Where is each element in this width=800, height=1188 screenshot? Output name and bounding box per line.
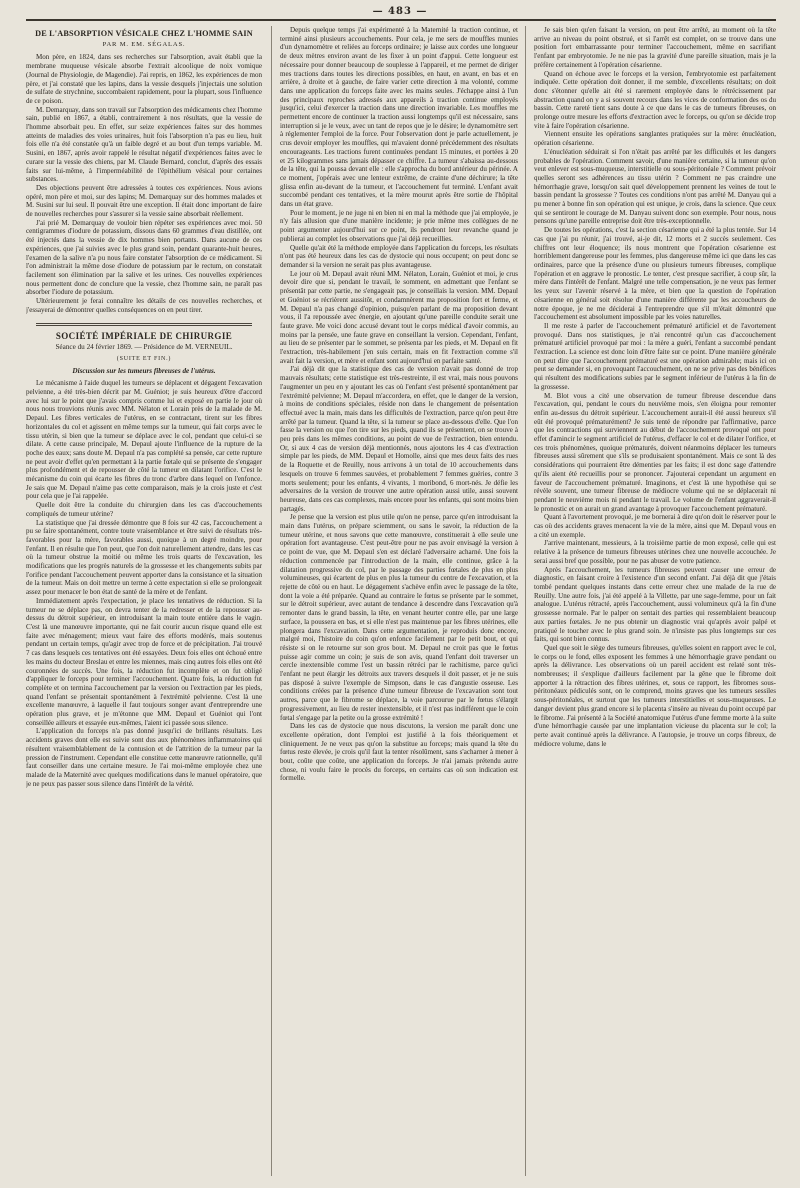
column-divider — [271, 26, 272, 1176]
section-separator — [36, 323, 252, 326]
society-paragraph: Depuis quelque temps j'ai expérimenté à la Maternité la traction continue, et terminé ainsi plusieurs accouchements. Pour cela, je me sers de mouffles munies d'un dynamomètre et reliées au forceps ordinaire; je laisse aux cordes une longueur de deux mètres environ avant de les fixer à un point d'appui. Cette longueur est nécessaire pour donner beaucoup de souplesse à l'appareil, et me permet de diriger mes tractions dans toutes les directions possibles, en haut, en avant, en bas et en arrière, à droite et à gauche, de faire varier cette direction à ma volonté, comme dans une application du forceps faite avec les mains seules. J'échappe ainsi à l'un des principaux reproches adressés aux appareils à traction continue employés jusqu'ici, celui d'exercer la traction dans une direction invariable. Les mouffles me permettent encore de continuer la traction aussi longtemps qu'il est nécessaire, sans interruption si je le veux, avec un tant de repos que je le désire; le dynamomètre sert à réglementer l'emploi de la force. Pour l'observation dont je parle actuellement, je crus devoir employer les mouffles, qui m'avaient donné précédemment des résultats encourageants. Les tractions furent continuées pendant 15 minutes, et portées à 20 et 25 kilogrammes sans jamais dépasser ce chiffre. La tumeur s'abaissa au-dessous de la tête, qui la poussa devant elle : elle s'approcha du bord antérieur du périnée. A ce moment, j'opérais avec une lenteur extrême, de crainte d'une déchirure; la tête glissa enfin au-devant de la tumeur, et l'accouchement fut terminé. L'enfant avait succombé pendant ces tentatives, et la mère mourut après être sortie de l'hôpital dans un état grave. — [280, 26, 518, 209]
society-paragraph: Quant à l'avortement provoqué, je me bornerai à dire qu'on doit le réserver pour le cas où des accidents graves menacent la vie de la mère, ainsi que M. Depaul vous en a cité un exemple. — [534, 513, 776, 539]
society-paragraph: M. Blot vous a cité une observation de tumeur fibreuse descendue dans l'excavation, qui, pendant le cours du neuvième mois, s'en éloigna pour remonter enfin au-dessus du détroit supérieur. L'accouchement aurait-il été aussi heureux s'il eût été provoqué prématurément? Je suis tenté de répondre par l'affirmative, parce que les contractions qui surviennent au début de l'accouchement provoqué ont pour effet d'amincir le segment artificiel de l'utérus, d'effacer le col et de dilater l'orifice, et ces trois phénomènes, quoique prématurés, doivent néanmoins déplacer les tumeurs fibreuses aussi sûrement que s'ils se produisaient spontanément. Mais ce sont là des considérations qui pourraient être démenties par les faits; il est donc sage d'attendre qu'ils aient été recueillis pour se prononcer. J'ajouterai cependant un argument en faveur de l'accouchement prématuré. Imaginons, et c'est là une hypothèse qui se révèle souvent, une tumeur fibreuse de médiocre volume qui ne se déplacerait ni pendant le neuvième mois ni pendant le travail. Le volume de l'enfant aggraverait-il le pronostic et on aurait un grand avantage à provoquer l'accouchement prématuré. — [534, 391, 776, 513]
column-1 — [26, 26, 262, 1176]
society-paragraph: La statistique que j'ai dressée démontre que 8 fois sur 42 cas, l'accouchement a pu se faire spontanément, contre toute vraisemblance et être suivi de résultats très-favorables pour la mère, favorables aussi, quoique à un degré moindre, pour l'enfant. Il en résulte que l'on peut, que l'on doit naturellement attendre, dans les cas où la tumeur obstrue la moitié ou même les trois quarts de l'excavation, les modifications que les progrès naturels de la grossesse et les changements subits par l'orifice pendant l'accouchement peuvent apporter dans la consistance et la situation de la tumeur. Mais on doit mettre un terme à cette expectation si elle se prolongeait assez pour menacer le bon état de santé de la mère et de l'enfant. — [26, 518, 262, 597]
column-3 — [534, 26, 776, 1176]
article-paragraph: Mon père, en 1824, dans ses recherches sur l'absorption, avait établi que la membrane muqueuse vésicale absorbe l'extrait alcoolique de noix vomique (Journal de Physiologie, de Magendie). J'ai repris, en 1862, les expériences de mon père, et j'ai constaté que les lapins, dans la vessie desquels j'injectais une solution de sulfate de strychnine, succombaient rapidement, pour la plupart, sous l'influence de ce poison. — [26, 53, 262, 105]
column-divider — [525, 26, 526, 1176]
society-paragraph: De toutes les opérations, c'est la section césarienne qui a été la plus tentée. Sur 14 cas que j'ai pu réunir, j'ai trouvé, ai-je dit, 12 morts et 2 succès seulement. Ces chiffres ont leur éloquence; ils nous montrent que l'opération césarienne est horriblement dangereuse pour les femmes, plus dangereuse même ici que dans les cas ordinaires, parce que la présence d'une ou plusieurs tumeurs fibreuses, complique l'opération et en aggrave le pronostic. Le tenter, c'est presque sacrifier, à coup sûr, la mère dans l'intérêt de l'enfant. Malgré une telle compensation, je ne veux pas fermer les yeux sur l'avenir réservé à la mère, et bien que la question de l'opération césarienne en général soit résolue d'une manière différente par les accoucheurs de notre époque, je ne me déciderai à l'entreprendre que s'il m'était démontré que l'accouchement est absolument impossible par les voies naturelles. — [534, 226, 776, 322]
article-paragraph: J'ai prié M. Demarquay de vouloir bien répéter ses expériences avec moi. 50 centigrammes d'iodure de potassium, dissous dans 60 grammes d'eau distillée, ont été injectés dans la vessie de dix hommes bien portants. Dans aucune de ces expériences, que j'ai suivies avec le plus grand soin, pendant quarante-huit heures, l'examen de la salive n'a pu nous faire constater l'absorption de ce médicament. Si l'on administrait la même dose d'iodure de potassium par le rectum, on constatait facilement son élimination par la salive et les urines. Ces nouvelles expériences nous permettent donc de conclure que la vessie, chez l'homme sain, ne paraît pas absorber l'iodure de potassium. — [26, 218, 262, 297]
article-byline: PAR M. EM. SÉGALAS. — [102, 40, 186, 48]
society-paragraph: Viennent ensuite les opérations sanglantes pratiquées sur la mère: énucléation, opération césarienne. — [534, 130, 776, 148]
society-paragraph: Le mécanisme à l'aide duquel les tumeurs se déplacent et dégagent l'excavation pelvienne, a été très-bien décrit par M. Guéniot; je suis heureux d'être d'accord avec lui sur le point que j'avais compris comme lui et exposé en partie le jour où nous nous trouvions réunis avec MM. Nélaton et Lorain près de la malade de M. Depaul. Les fibres verticales de l'utérus, en se contractant, tirent sur les fibres horizontales du col et agissent en même temps sur la tumeur, qui fait corps avec le tissu utérin, si bien que la tumeur se déplace avec le col, pendant que celui-ci se dilate. A cette cause principale, M. Depaul ajoute l'influence de la rupture de la poche des eaux; sans doute M. Depaul n'a pas complété sa pensée, car cette rupture ne peut avoir d'effet qu'en permettant à la partie fœtale qui se présente de s'engager plus profondément et de repousser de côté la tumeur en dilatant l'orifice. C'est le mécanisme du coin qui écarte les fibres du tronc d'arbre dans lequel on l'enfonce. Je sais que M. Depaul n'aime pas cette comparaison, mais je la crois juste et c'est pour cela que je l'ai rappelée. — [26, 379, 262, 501]
header-rule — [26, 19, 776, 21]
society-paragraph: Je sais bien qu'en faisant la version, on peut être arrêté, au moment où la tête arrive au niveau du point obstrué, et si l'arrêt est complet, on se trouve dans une position fort embarrassante pour terminer l'accouchement, même en sacrifiant l'enfant par embryotomie. Je ne nie pas la gravité d'une pareille situation, mais je la préfère certainement à l'opération césarienne. — [534, 26, 776, 69]
society-paragraph: Quand on échoue avec le forceps et la version, l'embryotomie est parfaitement indiquée. Cette opération doit donner, il me semble, d'excellents résultats; on doit donc s'étonner qu'elle ait été si rarement employée dans le rétrécissement par abstraction quand on y a si souvent recours dans les vices de conformation des os du bassin. Cette rareté tient sans doute à ce que dans le cas de tumeurs fibreuses, on prolonge outre mesure les efforts d'extraction avec le forceps, ou qu'on se décide trop vite à faire l'opération césarienne. — [534, 69, 776, 130]
society-title: SOCIÉTÉ IMPÉRIALE DE CHIRURGIE — [55, 330, 233, 341]
article-paragraph: M. Demarquay, dans son travail sur l'absorption des médicaments chez l'homme sain, publié en 1867, a établi, contrairement à nos résultats, que la vessie de l'homme absorbait peu. En effet, sur seize expériences faites sur des hommes atteints de maladies des voies urinaires, huit fois l'absorption n'a pas eu lieu, huit fois elle n'a été constatée qu'à un faible degré et au bout d'un temps variable. M. Susini, en 1867, après avoir rappelé le résultat négatif d'expériences faites avec le curare sur la vessie des chiens, par M. Claude Bernard, conclut, d'après des essais faits sur lui-même, à l'imperméabilité de l'épithélium vésical pour certaines substances. — [26, 105, 262, 184]
text-columns — [26, 26, 776, 1176]
article-paragraph: Des objections peuvent être adressées à toutes ces expériences. Nous avions opéré, mon père et moi, sur des lapins; M. Demarquay sur des hommes malades et M. Susini sur lui seul. Il pouvait être une exception. Il était donc important de faire de nouvelles recherches pour s'assurer si la vessie saine absorbait réellement. — [26, 183, 262, 219]
society-paragraph: Dans les cas de dystocie que nous discutons, la version me paraît donc une excellente opération, dont l'emploi est justifié à la fois théoriquement et cliniquement. Je ne veux pas qu'on la substitue au forceps; mais quand la tête du fœtus reste élevée, je crois qu'il faut la tenter résolûment, sans s'acharner à mener à bout, coûte que coûte, une application du forceps. Je n'ai jamais prétendu autre chose, ni voulu faire le procès du forceps, en certains cas où son indication est formelle. — [280, 722, 518, 783]
society-paragraph: Il me reste à parler de l'accouchement prématuré artificiel et de l'avortement provoqué. Dans nos statistiques, je n'ai rencontré qu'un cas d'accouchement prématuré artificiel provoqué par moi : la mère a guéri, l'enfant a succombé pendant l'extraction. La science est donc loin d'être faite sur ce point. D'une manière générale on peut dire que l'accouchement prématuré est une opération admirable; mais ici on peut se demander si, en provoquant l'accouchement, on ne se prive pas des bénéfices qui résultent des modifications subies par le segment inférieur de l'utérus à la fin de la grossesse. — [534, 321, 776, 391]
society-paragraph: Quel que soit le siège des tumeurs fibreuses, qu'elles soient en rapport avec le col, le corps ou le fond, elles exposent les femmes à une hémorrhagie grave pendant ou après la délivrance. Les observations où un pareil accident est relaté sont très-nombreuses; il s'explique d'ailleurs facilement par la gêne que le fibrome doit apporter à la rétraction des fibres utérines, et, sous ce rapport, les fibromes sous-péritonéaux pédiculés sont, on le comprend, moins graves que les tumeurs sessiles sous-péritonéales, et surtout que les tumeurs interstitielles et sous-muqueuses. Le danger devient plus grand encore si le placenta s'insère au niveau du point occupé par le fibrome. J'ai présenté à la Société anatomique l'utérus d'une femme morte à la suite d'une hémorrhagie causée par une implantation vicieuse du placenta sur le col; la perte avait continué après la délivrance. A l'autopsie, je trouve un corps fibreux, de médiocre volume, dans le — [534, 643, 776, 748]
society-paragraph: J'arrive maintenant, messieurs, à la troisième partie de mon exposé, celle qui est relative à la présence de tumeurs fibreuses utérines chez une nouvelle accouchée. Je serai aussi bref que possible, pour ne pas abuser de votre patience. — [534, 539, 776, 565]
society-paragraph: Quelle doit être la conduite du chirurgien dans les cas d'accouchements compliqués de tumeur utérine? — [26, 501, 262, 518]
society-paragraph: J'ai déjà dit que la statistique des cas de version n'avait pas donné de trop mauvais résultats; cette statistique est très-restreinte, il est vrai, mais nous pouvons l'augmenter un peu en y ajoutant les cas où l'enfant s'est présenté spontanément par l'extrémité pelvienne; M. Depaul m'accordera, en effet, que le danger de la version, à moins de conditions spéciales, réside non dans le changement de présentation effectué avec la main, mais dans les difficultés de l'extraction, parce qu'on peut être arrêté par la tumeur. Quand la tête, si la tumeur se place au-dessous d'elle. Que l'on fasse la version ou que l'on tire sur les pieds, quand ils se présentent, on se trouve à peu près dans les mêmes conditions, au point de vue de l'extraction, bien entendu. Or, si aux 4 cas de version déjà mentionnés, nous ajoutons les 4 cas d'extraction simple par les pieds, de MM. Depaul et Homolle, ainsi que mes deux faits des rues de la Roquette et de Reuilly, nous arrivons à un total de 10 accouchements dans lesquels on trouve 6 femmes sauvées, et probablement 7 femmes guéries, contre 3 morts seulement; pour les enfants, 4 vivants, 1 moribond, 6 mort-nés. Je défie les adversaires de la version de trouver une autre opération aussi utile, aussi souvent heureuse, dans ces cas complexes, mais encore pour les enfants, qui sont moins bien partagés. — [280, 365, 518, 513]
society-paragraph: L'énucléation séduirait si l'on n'était pas arrêté par les difficultés et les dangers probables de l'opération. Comment savoir, d'une manière certaine, si la tumeur qu'on veut enlever est sous-muqueuse, interstitielle ou sous-péritonéale ? Comment prévoir quelles seront ses adhérences au tissu utérin ? Comment ne pas craindre une hémorrhagie grave, lorsqu'on sait quel développement prennent les veines de tout le bassin pendant la grossesse ? Toutes ces conditions n'ont pas arrêté M. Danyau qui a pu mener à bonne fin son opération qui est unique, je crois, dans la science. Que ceux qui se sentiront le courage de M. Danyau suivent donc son exemple. Pour nous, nous pensons qu'une pareille entreprise doit être très-exceptionnelle. — [534, 147, 776, 226]
article-paragraph: Ultérieurement je ferai connaître les détails de ces nouvelles recherches, et j'essayerai de démontrer quelles conséquences on en peut tirer. — [26, 297, 262, 314]
society-paragraph: Immédiatement après l'expectation, je place les tentatives de réduction. Si la tumeur ne se déplace pas, on devra tenter de la redresser et de la repousser au-dessus du détroit supérieur, en introduisant la main toute entière dans le vagin. C'est là une manœuvre importante, qui ne fait courir aucun risque quand elle est faite avec ménagement; mieux vaut faire des efforts modérés, mais soutenus pendant un certain temps, qu'agir avec trop de force et de précipitation. J'ai trouvé 7 cas dans lesquels ces tentatives ont été essayées. Deux fois elles ont échoué entre les mains du docteur Breslau et entre les miennes, mais cinq autres fois elles ont été couronnées de succès. Une fois, la réduction fut incomplète et on fut obligé d'appliquer le forceps pour terminer l'accouchement. Quatre fois, la réduction fut complète et on termina l'accouchement par la version ou l'extraction par les pieds, quand l'enfant se présentait spontanément à l'extrémité pelvienne. C'est là une excellente manœuvre, à laquelle il faut toujours songer avant d'entreprendre une opération plus grave, et je m'étonne que MM. Depaul et Guéniot qui l'ont conseillée ailleurs et essayée eux-mêmes, l'aient ici passée sous silence. — [26, 596, 262, 727]
column-2 — [280, 26, 518, 1176]
discussion-heading: Discussion sur les tumeurs fibreuses de l'utérus. — [72, 366, 216, 375]
page-number: — 483 — — [372, 6, 428, 17]
society-paragraph: L'application du forceps n'a pas donné jusqu'ici de brillants résultats. Les accidents graves dont elle est suivie sont dus aux phénomènes inflammatoires qui résultent vraisemblablement de la contusion et de l'attrition de la tumeur par la pression de l'instrument. Cependant elle constitue cette manœuvre rationnelle, qu'il faut conseiller dans une certaine mesure. Je l'ai moi-même employée chez une malade de la Maternité avec quelques modifications dans le manuel opératoire, que je ne peux pas passer sous silence dans l'intérêt de la vérité. — [26, 727, 262, 788]
society-paragraph: Quelle qu'ait été la méthode employée dans l'application du forceps, les résultats n'ont pas été heureux dans les cas de dystocie qui nous occupent; on peut donc se demander si la version ne serait pas plus avantageuse. — [280, 243, 518, 269]
article-title: DE L'ABSORPTION VÉSICALE CHEZ L'HOMME SAIN — [35, 29, 253, 38]
society-paragraph: Pour le moment, je ne juge ni en bien ni en mal la méthode que j'ai employée, je n'y fais allusion que d'une manière incidente; je prie même mes collègues de ne point argumenter aujourd'hui sur ce point, ils pendront leur revanche quand je publierai au complet les observations que j'ai déjà recueillies. — [280, 208, 518, 243]
seance-line: Séance du 24 février 1869. — Présidence de M. VERNEUIL. — [55, 343, 233, 352]
society-paragraph: Le jour où M. Depaul avait réuni MM. Nélaton, Lorain, Guéniot et moi, je crus devoir dire que si, pendant le travail, le somment, en admettant que l'enfant se présentât par cette partie, ne s'engageait pas, je conseillais la version. MM. Depaul et Guéniot se récrièrent aussitôt, et condamnèrent ma proposition fort et ferme, et M. Depaul n'a pas changé d'opinion, puisqu'en parlant de ma proposition devant vous, il l'a repoussée avec énergie, en ajoutant qu'une pareille conduite serait une faute grave. Me voici donc accusé devant tout le corps médical d'avoir commis, au moins par la pensée, une faute grave en conseillant la version. Cependant, l'enfant, au lieu de se présenter par le sommet, se présenta par les pieds, et M. Depaul en fit l'extraction, très-habilement j'en suis certain, mais en fit l'extraction comme s'il avait fait la version, et mère et enfant sont aujourd'hui en parfaite santé. — [280, 269, 518, 365]
society-paragraph: Après l'accouchement, les tumeurs fibreuses peuvent causer une erreur de diagnostic, en faisant croire à l'existence d'un second enfant. J'ai déjà dit que j'étais tombé pendant quelques instants dans cette erreur chez une malade de la rue de Reuilly. Une autre fois, j'ai été appelé à la Villette, par une sage-femme, pour un fait analogue. L'utérus rétracté, après l'accouchement, aussi volumineux qu'à la fin d'une grossesse normale. Par le palper on sentait des parties qui ressemblaient beaucoup aux parties fœtales. Je ne pus obtenir un diagnostic vrai qu'après avoir palpé et pratiqué le toucher avec le plus grand soin. Je n'insiste pas plus longtemps sur ces faits, qui sont bien connus. — [534, 565, 776, 644]
society-paragraph: Je pense que la version est plus utile qu'on ne pense, parce qu'en introduisant la main dans l'utérus, on prépare sciemment, ou sans le savoir, la réduction de la tumeur utérine, et nous savons que cette manœuvre, constituerait à elle seule une opération fort avantageuse. C'est peut-être pour ne pas avoir envisagé la version à ce point de vue, que M. Depaul s'en est déclaré l'adversaire acharné. Une fois la réduction commencée par l'introduction de la main, elle continue, grâce à la dilatation progressive du col, par le passage des parties fœtales de plus en plus volumineuses, qui écartent de plus en plus la tumeur du centre de l'excavation, et la rejette de côté ou en haut. Le dégagement s'achève enfin avec le passage de la tête, dont la voie a été préparée. Quand au contraire le fœtus se présente par le sommet, sur le détroit supérieur, avec autant de tendance à descendre dans l'excavation qu'à remonter dans le grand bassin, la tête, en venant heurter contre elle, par une large surface, la poussera en bas, et si elle n'est pas maintenue par les fibres utérines, elle plongera dans l'excavation. Dans cette argumentation, je reproduis donc encore, malgré moi, l'histoire du coin qu'on enfonce facilement par le petit bout, et qui résiste si on le retourne sur son gros bout. M. Depaul ne croit pas que le fœtus puisse agir comme un coin; je suis de son avis, quand l'enfant doit traverser un cercle inextensible comme l'est un bassin rétréci par le rachitisme, parce qu'ici l'enfant ne peut élargir les détroits aux travers desquels il doit passer, et je ne suis pas disposé à suivre l'exemple de Simpson, dans le cas d'angustie osseuse. Les conditions créées par la présence d'une tumeur fibreuse de l'excavation sont tout autres, parce que le fibrome se déplace, la voie parcourue par le fœtus s'élargit progressivement, au lieu de rester inextensible, et il n'est pas indifférent que le coin fœtal s'engage par la petite ou la grosse extrémité ! — [280, 513, 518, 722]
continued-note: (SUITE ET FIN.) — [116, 355, 172, 362]
